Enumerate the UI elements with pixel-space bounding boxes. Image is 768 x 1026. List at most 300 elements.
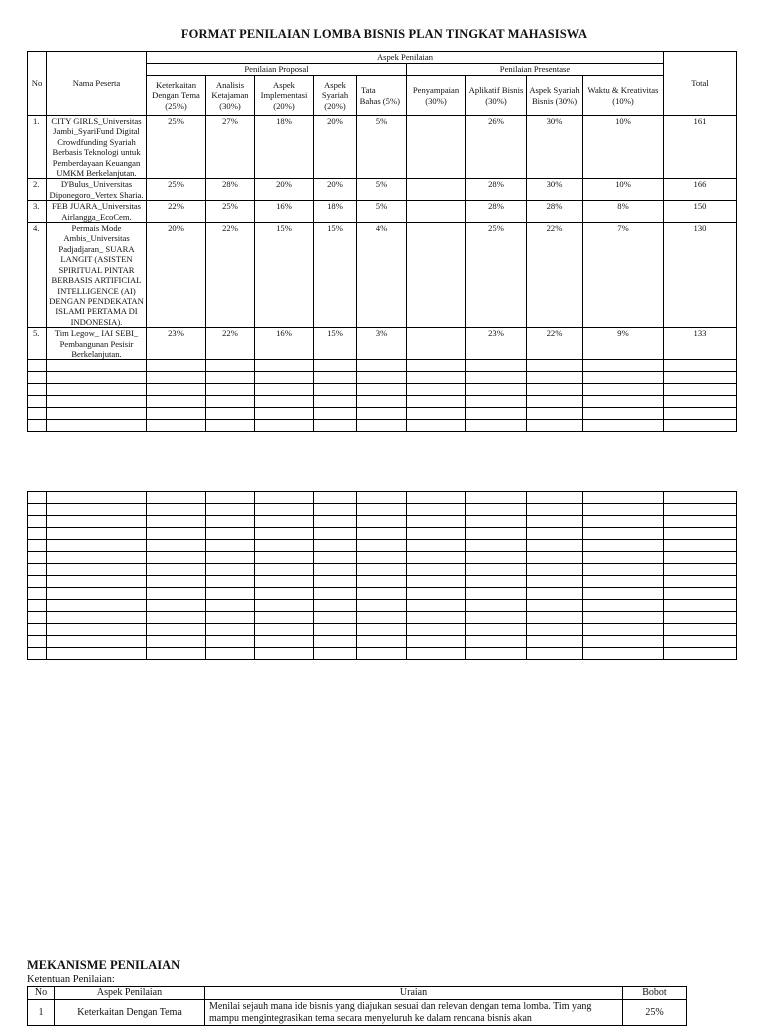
empty-cell <box>255 624 314 636</box>
empty-cell <box>357 624 407 636</box>
empty-cell <box>314 648 357 660</box>
empty-cell <box>47 396 147 408</box>
empty-cell <box>527 372 583 384</box>
cell-tata-bahasa: 5% <box>357 201 407 223</box>
cell-waktu-kreativitas: 10% <box>583 116 664 179</box>
empty-cell <box>147 588 206 600</box>
empty-row <box>28 600 737 612</box>
empty-cell <box>407 516 466 528</box>
empty-cell <box>466 612 527 624</box>
mek-header-uraian: Uraian <box>205 987 623 1000</box>
empty-cell <box>407 504 466 516</box>
empty-cell <box>664 564 737 576</box>
cell-implementasi: 16% <box>255 328 314 360</box>
cell-keterkaitan: 23% <box>147 328 206 360</box>
empty-cell <box>28 612 47 624</box>
cell-aspek-syariah-bisnis: 30% <box>527 116 583 179</box>
empty-row <box>28 612 737 624</box>
empty-cell <box>147 636 206 648</box>
empty-cell <box>314 528 357 540</box>
empty-cell <box>466 372 527 384</box>
cell-analisis: 27% <box>206 116 255 179</box>
empty-cell <box>664 588 737 600</box>
empty-cell <box>255 612 314 624</box>
empty-cell <box>664 636 737 648</box>
empty-cell <box>147 624 206 636</box>
empty-cell <box>47 588 147 600</box>
empty-cell <box>527 576 583 588</box>
empty-cell <box>583 420 664 432</box>
cell-aspek-syariah-bisnis: 22% <box>527 223 583 328</box>
table-row <box>28 328 737 360</box>
empty-cell <box>527 408 583 420</box>
empty-cell <box>147 564 206 576</box>
empty-cell <box>206 648 255 660</box>
cell-aspek-syariah: 15% <box>314 328 357 360</box>
cell-total: 161 <box>664 116 737 179</box>
empty-cell <box>255 564 314 576</box>
empty-cell <box>527 504 583 516</box>
empty-cell <box>47 408 147 420</box>
empty-cell <box>664 528 737 540</box>
cell-aspek-syariah-bisnis: 22% <box>527 328 583 360</box>
empty-cell <box>47 372 147 384</box>
empty-cell <box>357 552 407 564</box>
empty-cell <box>357 540 407 552</box>
cell-keterkaitan: 22% <box>147 201 206 223</box>
empty-cell <box>314 408 357 420</box>
empty-cell <box>664 540 737 552</box>
empty-cell <box>47 624 147 636</box>
empty-cell <box>147 360 206 372</box>
empty-cell <box>206 540 255 552</box>
header-analisis: Analisis Ketajaman (30%) <box>206 76 255 116</box>
empty-cell <box>206 516 255 528</box>
header-no: No <box>28 52 47 116</box>
empty-cell <box>314 600 357 612</box>
empty-cell <box>255 576 314 588</box>
empty-cell <box>466 528 527 540</box>
empty-cell <box>466 384 527 396</box>
empty-cell <box>255 384 314 396</box>
empty-cell <box>314 576 357 588</box>
cell-no: 3. <box>28 201 47 223</box>
cell-keterkaitan: 20% <box>147 223 206 328</box>
empty-cell <box>466 420 527 432</box>
empty-row <box>28 576 737 588</box>
empty-cell <box>664 600 737 612</box>
empty-cell <box>47 492 147 504</box>
empty-cell <box>583 540 664 552</box>
empty-cell <box>357 396 407 408</box>
cell-penyampaian <box>407 179 466 201</box>
cell-no: 1. <box>28 116 47 179</box>
cell-aspek-syariah: 18% <box>314 201 357 223</box>
cell-implementasi: 16% <box>255 201 314 223</box>
empty-cell <box>47 636 147 648</box>
empty-cell <box>314 612 357 624</box>
empty-row <box>28 552 737 564</box>
mek-header-bobot: Bobot <box>623 987 687 1000</box>
empty-cell <box>206 588 255 600</box>
cell-waktu-kreativitas: 8% <box>583 201 664 223</box>
header-implementasi: Aspek Implementasi (20%) <box>255 76 314 116</box>
empty-cell <box>28 372 47 384</box>
cell-aspek-syariah-bisnis: 30% <box>527 179 583 201</box>
cell-no: 5. <box>28 328 47 360</box>
empty-cell <box>255 492 314 504</box>
cell-nama-peserta: CITY GIRLS_Universitas Jambi_SyariFund Digital Crowdfunding Syariah Berbasis Teknologi untuk Pemberdayaan Keuangan UMKM Berkelanjutan. <box>47 116 147 179</box>
empty-cell <box>255 420 314 432</box>
empty-cell <box>664 552 737 564</box>
empty-cell <box>357 528 407 540</box>
header-keterkaitan: Keterkaitan Dengan Tema (25%) <box>147 76 206 116</box>
cell-total: 150 <box>664 201 737 223</box>
empty-cell <box>407 492 466 504</box>
empty-cell <box>47 648 147 660</box>
empty-cell <box>147 552 206 564</box>
empty-cell <box>583 564 664 576</box>
empty-row <box>28 396 737 408</box>
empty-cell <box>47 540 147 552</box>
empty-cell <box>314 588 357 600</box>
empty-cell <box>664 360 737 372</box>
empty-cell <box>583 576 664 588</box>
empty-cell <box>527 636 583 648</box>
empty-cell <box>147 396 206 408</box>
empty-cell <box>407 372 466 384</box>
empty-cell <box>206 576 255 588</box>
empty-cell <box>206 420 255 432</box>
empty-cell <box>147 600 206 612</box>
empty-cell <box>255 396 314 408</box>
empty-row <box>28 516 737 528</box>
cell-keterkaitan: 25% <box>147 116 206 179</box>
empty-cell <box>527 540 583 552</box>
empty-cell <box>407 528 466 540</box>
cell-keterkaitan: 25% <box>147 179 206 201</box>
empty-cell <box>664 624 737 636</box>
empty-row <box>28 504 737 516</box>
empty-row <box>28 492 737 504</box>
empty-cell <box>255 648 314 660</box>
empty-cell <box>206 624 255 636</box>
empty-cell <box>466 504 527 516</box>
cell-nama-peserta: Tim Legow_ IAI SEBI_ Pembangunan Pesisir Berkelanjutan. <box>47 328 147 360</box>
empty-row <box>28 564 737 576</box>
header-waktu-kreativitas: Waktu & Kreativitas (10%) <box>583 76 664 116</box>
cell-penyampaian <box>407 116 466 179</box>
header-aspek-syariah: Aspek Syariah (20%) <box>314 76 357 116</box>
empty-row <box>28 636 737 648</box>
empty-cell <box>664 372 737 384</box>
cell-analisis: 28% <box>206 179 255 201</box>
header-total: Total <box>664 52 737 116</box>
empty-cell <box>583 384 664 396</box>
cell-total: 130 <box>664 223 737 328</box>
empty-cell <box>28 516 47 528</box>
empty-cell <box>314 492 357 504</box>
empty-cell <box>357 576 407 588</box>
mek-row <box>28 1000 687 1026</box>
empty-cell <box>357 420 407 432</box>
cell-aplikatif-bisnis: 28% <box>466 201 527 223</box>
cell-implementasi: 20% <box>255 179 314 201</box>
empty-cell <box>314 516 357 528</box>
empty-cell <box>255 552 314 564</box>
empty-cell <box>255 504 314 516</box>
empty-cell <box>664 648 737 660</box>
table-row <box>28 116 737 179</box>
empty-cell <box>314 636 357 648</box>
empty-cell <box>583 600 664 612</box>
empty-cell <box>255 636 314 648</box>
empty-cell <box>466 636 527 648</box>
empty-cell <box>28 576 47 588</box>
header-penyampaian: Penyampaian (30%) <box>407 76 466 116</box>
empty-cell <box>28 420 47 432</box>
empty-cell <box>583 588 664 600</box>
empty-cell <box>28 360 47 372</box>
empty-cell <box>47 420 147 432</box>
empty-cell <box>314 360 357 372</box>
empty-cell <box>527 516 583 528</box>
empty-cell <box>314 504 357 516</box>
empty-cell <box>314 384 357 396</box>
empty-cell <box>466 624 527 636</box>
empty-cell <box>357 648 407 660</box>
empty-cell <box>583 504 664 516</box>
page-title: FORMAT PENILAIAN LOMBA BISNIS PLAN TINGKAT MAHASISWA <box>180 27 588 41</box>
empty-grid-table <box>27 491 737 660</box>
empty-cell <box>147 384 206 396</box>
empty-cell <box>206 528 255 540</box>
empty-row <box>28 588 737 600</box>
empty-row <box>28 360 737 372</box>
empty-cell <box>664 420 737 432</box>
mek-cell-uraian <box>205 1000 623 1026</box>
cell-penyampaian <box>407 201 466 223</box>
empty-cell <box>314 372 357 384</box>
empty-cell <box>147 492 206 504</box>
empty-cell <box>28 540 47 552</box>
cell-implementasi: 15% <box>255 223 314 328</box>
empty-cell <box>47 552 147 564</box>
empty-cell <box>28 648 47 660</box>
header-aspek-penilaian: Aspek Penilaian <box>147 52 664 64</box>
empty-cell <box>407 564 466 576</box>
empty-cell <box>255 408 314 420</box>
empty-cell <box>206 492 255 504</box>
empty-cell <box>28 588 47 600</box>
empty-cell <box>466 408 527 420</box>
header-aspek-syariah-bisnis: Aspek Syariah Bisnis (30%) <box>527 76 583 116</box>
table-row <box>28 223 737 328</box>
empty-cell <box>255 528 314 540</box>
empty-cell <box>28 396 47 408</box>
cell-analisis: 22% <box>206 223 255 328</box>
cell-aplikatif-bisnis: 25% <box>466 223 527 328</box>
cell-waktu-kreativitas: 9% <box>583 328 664 360</box>
empty-cell <box>583 372 664 384</box>
empty-cell <box>466 540 527 552</box>
empty-cell <box>527 588 583 600</box>
empty-cell <box>147 648 206 660</box>
cell-tata-bahasa: 4% <box>357 223 407 328</box>
empty-cell <box>47 384 147 396</box>
cell-aspek-syariah: 15% <box>314 223 357 328</box>
empty-cell <box>527 564 583 576</box>
empty-cell <box>47 564 147 576</box>
empty-cell <box>47 612 147 624</box>
empty-cell <box>407 612 466 624</box>
empty-cell <box>527 492 583 504</box>
cell-no: 4. <box>28 223 47 328</box>
header-penilaian-presentase: Penilaian Presentase <box>407 64 664 76</box>
cell-analisis: 22% <box>206 328 255 360</box>
cell-penyampaian <box>407 223 466 328</box>
empty-row <box>28 408 737 420</box>
empty-cell <box>407 576 466 588</box>
empty-cell <box>407 624 466 636</box>
empty-cell <box>407 552 466 564</box>
empty-cell <box>664 576 737 588</box>
empty-row <box>28 384 737 396</box>
empty-cell <box>47 528 147 540</box>
empty-cell <box>466 588 527 600</box>
empty-cell <box>255 372 314 384</box>
cell-aspek-syariah: 20% <box>314 116 357 179</box>
empty-cell <box>357 504 407 516</box>
empty-cell <box>407 420 466 432</box>
empty-cell <box>206 636 255 648</box>
empty-cell <box>147 372 206 384</box>
empty-row <box>28 648 737 660</box>
empty-cell <box>466 492 527 504</box>
empty-cell <box>527 648 583 660</box>
cell-tata-bahasa: 5% <box>357 116 407 179</box>
empty-cell <box>583 516 664 528</box>
empty-cell <box>527 612 583 624</box>
empty-cell <box>466 648 527 660</box>
empty-cell <box>314 420 357 432</box>
empty-cell <box>664 504 737 516</box>
empty-cell <box>357 492 407 504</box>
empty-row <box>28 624 737 636</box>
cell-implementasi: 18% <box>255 116 314 179</box>
cell-nama-peserta: Permais Mode Ambis_Universitas Padjadjaran_ SUARA LANGIT (ASISTEN SPIRITUAL PINTAR BERBASIS ARTIFICIAL INTELLIGENCE (AI) DENGAN PENDEKATAN ISLAMI PERTAMA DI INDONESIA). <box>47 223 147 328</box>
empty-cell <box>147 540 206 552</box>
empty-cell <box>583 492 664 504</box>
empty-cell <box>583 612 664 624</box>
empty-cell <box>255 360 314 372</box>
empty-cell <box>357 588 407 600</box>
empty-cell <box>314 540 357 552</box>
empty-cell <box>28 564 47 576</box>
empty-cell <box>664 396 737 408</box>
empty-cell <box>407 408 466 420</box>
empty-cell <box>28 552 47 564</box>
empty-cell <box>314 564 357 576</box>
mekanisme-subtitle: Ketentuan Penilaian: <box>27 974 115 985</box>
cell-total: 166 <box>664 179 737 201</box>
empty-cell <box>466 516 527 528</box>
empty-cell <box>314 552 357 564</box>
empty-cell <box>47 600 147 612</box>
empty-cell <box>28 624 47 636</box>
cell-penyampaian <box>407 328 466 360</box>
empty-cell <box>28 408 47 420</box>
empty-cell <box>527 552 583 564</box>
cell-analisis: 25% <box>206 201 255 223</box>
empty-cell <box>255 540 314 552</box>
empty-cell <box>28 600 47 612</box>
empty-cell <box>407 384 466 396</box>
mek-uraian-text: Menilai sejauh mana ide bisnis yang diajukan sesuai dan relevan dengan tema lomba. Tim yang mampu mengintegrasikan tema secara menyeluruh ke dalam rencana bisnis akan <box>209 1001 592 1024</box>
empty-cell <box>206 396 255 408</box>
cell-waktu-kreativitas: 10% <box>583 179 664 201</box>
empty-cell <box>466 552 527 564</box>
cell-aspek-syariah-bisnis: 28% <box>527 201 583 223</box>
empty-cell <box>47 516 147 528</box>
header-aplikatif-bisnis: Aplikatif Bisnis (30%) <box>466 76 527 116</box>
cell-nama-peserta: D'Bulus_Universitas Diponegoro_Vertex Sharia. <box>47 179 147 201</box>
empty-row <box>28 420 737 432</box>
empty-cell <box>206 600 255 612</box>
empty-cell <box>466 360 527 372</box>
empty-row <box>28 540 737 552</box>
cell-aplikatif-bisnis: 28% <box>466 179 527 201</box>
empty-cell <box>206 372 255 384</box>
empty-cell <box>357 372 407 384</box>
empty-cell <box>47 504 147 516</box>
empty-cell <box>206 408 255 420</box>
cell-no: 2. <box>28 179 47 201</box>
empty-cell <box>407 396 466 408</box>
empty-cell <box>255 600 314 612</box>
empty-cell <box>664 492 737 504</box>
empty-cell <box>47 360 147 372</box>
empty-cell <box>407 636 466 648</box>
mek-cell-bobot: 25% <box>623 1000 687 1026</box>
empty-cell <box>28 384 47 396</box>
empty-cell <box>357 408 407 420</box>
mek-cell-aspek: Keterkaitan Dengan Tema <box>55 1000 205 1026</box>
cell-aplikatif-bisnis: 23% <box>466 328 527 360</box>
empty-cell <box>407 360 466 372</box>
empty-cell <box>206 552 255 564</box>
cell-aspek-syariah: 20% <box>314 179 357 201</box>
empty-cell <box>147 516 206 528</box>
header-penilaian-proposal: Penilaian Proposal <box>147 64 407 76</box>
empty-row <box>28 372 737 384</box>
empty-cell <box>314 396 357 408</box>
empty-cell <box>255 588 314 600</box>
empty-cell <box>407 648 466 660</box>
table-row <box>28 179 737 201</box>
cell-tata-bahasa: 5% <box>357 179 407 201</box>
table-row <box>28 201 737 223</box>
empty-cell <box>28 504 47 516</box>
cell-tata-bahasa: 3% <box>357 328 407 360</box>
mekanisme-title: MEKANISME PENILAIAN <box>27 958 181 972</box>
empty-cell <box>147 528 206 540</box>
header-tata-bahasa-line2: Bahas (5%) <box>359 95 400 106</box>
empty-cell <box>206 612 255 624</box>
empty-cell <box>527 600 583 612</box>
empty-cell <box>664 516 737 528</box>
empty-cell <box>206 384 255 396</box>
